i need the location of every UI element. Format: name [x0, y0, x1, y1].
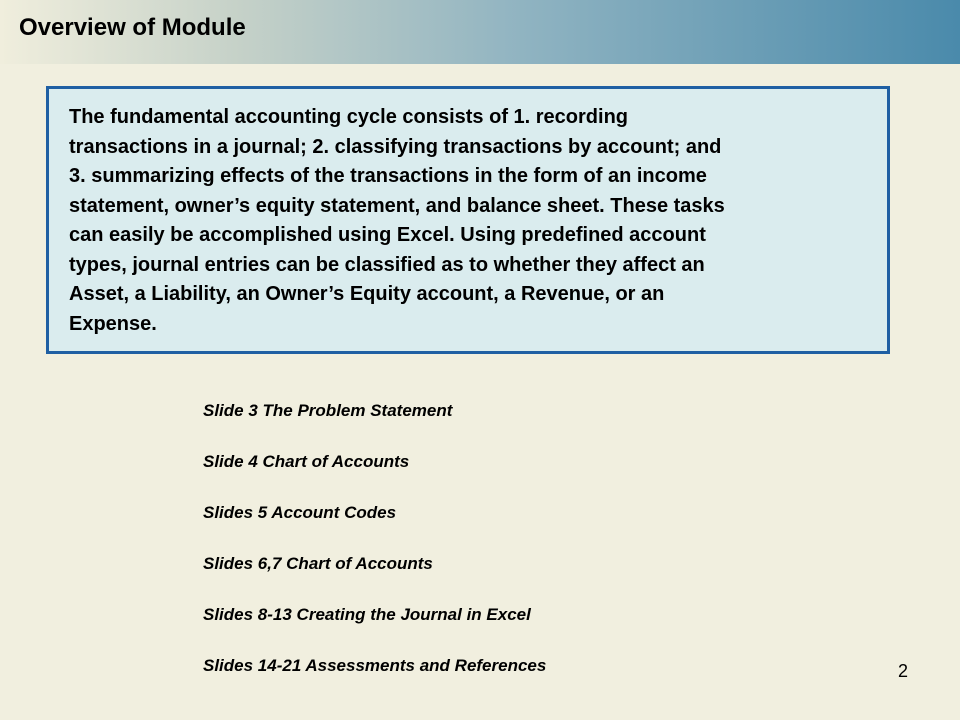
summary-text: The fundamental accounting cycle consists of 1. recording transactions in a journal; 2. classifying transactions by account; and 3. summarizing effects of the transactions in the form of an income statement, owner’s equity statement, and balance sheet. These tasks can easily be accomplished using Excel. Using predefined account types, journal entries can be classified as to whether they affect an Asset, a Liability, an Owner’s Equity account, a Revenue, or an Expense.: [69, 106, 725, 335]
contents-item-chart-of-accounts-2: Slides 6,7 Chart of Accounts: [203, 554, 433, 573]
contents-item-assessments: Slides 14-21 Assessments and References: [203, 656, 547, 675]
contents-item-creating-journal: Slides 8-13 Creating the Journal in Excel: [203, 605, 531, 624]
contents-item-problem-statement: Slide 3 The Problem Statement: [203, 401, 453, 420]
page-number: 2: [897, 661, 908, 681]
slide-title: Overview of Module: [19, 14, 246, 41]
title-bar: [0, 0, 960, 64]
summary-box: [46, 86, 890, 354]
contents-item-chart-of-accounts: Slide 4 Chart of Accounts: [203, 452, 410, 471]
contents-item-account-codes: Slides 5 Account Codes: [203, 503, 397, 522]
slide-contents-list: [203, 397, 546, 703]
